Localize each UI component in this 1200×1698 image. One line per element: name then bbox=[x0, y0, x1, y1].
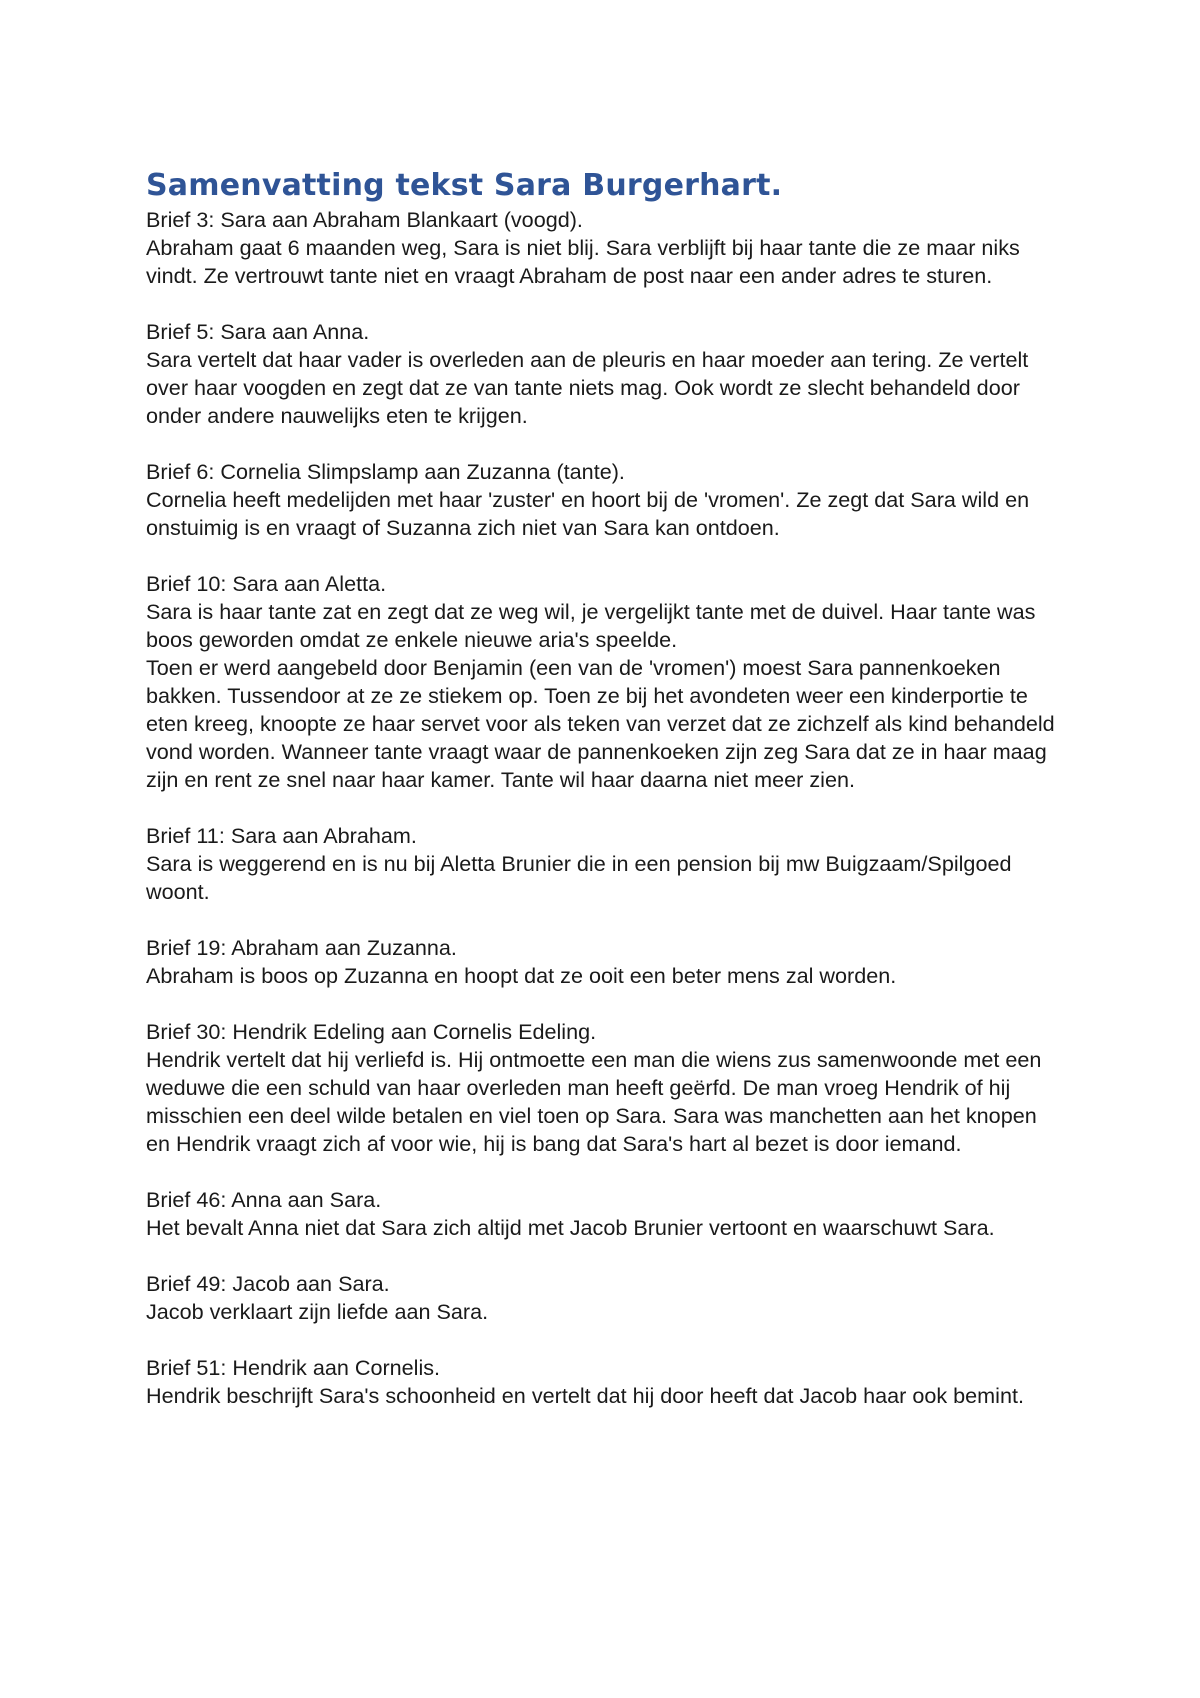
letter-summary: Hendrik beschrijft Sara's schoonheid en vertelt dat hij door heeft dat Jacob haar ook bemint. bbox=[146, 1383, 1024, 1408]
letter-section bbox=[146, 1018, 1066, 1158]
letter-section bbox=[146, 318, 1066, 430]
letter-summary: Cornelia heeft medelijden met haar 'zuster' en hoort bij de 'vromen'. Ze zegt dat Sara wild en onstuimig is en vraagt of Suzanna zich niet van Sara kan ontdoen. bbox=[146, 487, 1030, 540]
letter-section bbox=[146, 822, 1066, 906]
letter-heading: Brief 5: Sara aan Anna. bbox=[146, 319, 370, 344]
letter-summary: Sara is haar tante zat en zegt dat ze weg wil, je vergelijkt tante met de duivel. Haar tante was boos geworden omdat ze enkele nieuwe aria's speelde. bbox=[146, 599, 1036, 652]
letter-heading: Brief 11: Sara aan Abraham. bbox=[146, 823, 417, 848]
letter-heading: Brief 46: Anna aan Sara. bbox=[146, 1187, 382, 1212]
letter-section bbox=[146, 206, 1066, 290]
letter-section bbox=[146, 934, 1066, 990]
letter-summary: Abraham is boos op Zuzanna en hoopt dat ze ooit een beter mens zal worden. bbox=[146, 963, 897, 988]
letter-section bbox=[146, 1270, 1066, 1326]
letter-section bbox=[146, 570, 1066, 794]
letter-section bbox=[146, 1186, 1066, 1242]
letter-summary: Sara is weggerend en is nu bij Aletta Brunier die in een pension bij mw Buigzaam/Spilgoed woont. bbox=[146, 851, 1012, 904]
letter-summary: Het bevalt Anna niet dat Sara zich altijd met Jacob Brunier vertoont en waarschuwt Sara. bbox=[146, 1215, 995, 1240]
letter-heading: Brief 30: Hendrik Edeling aan Cornelis Edeling. bbox=[146, 1019, 597, 1044]
letter-summary: Sara vertelt dat haar vader is overleden aan de pleuris en haar moeder aan tering. Ze vertelt over haar voogden en zegt dat ze van tante niets mag. Ook wordt ze slecht behandeld door onder andere nauwelijks eten te krijgen. bbox=[146, 347, 1029, 428]
letter-heading: Brief 19: Abraham aan Zuzanna. bbox=[146, 935, 457, 960]
letter-heading: Brief 10: Sara aan Aletta. bbox=[146, 571, 387, 596]
letter-heading: Brief 49: Jacob aan Sara. bbox=[146, 1271, 390, 1296]
letter-summary: Abraham gaat 6 maanden weg, Sara is niet blij. Sara verblijft bij haar tante die ze maar niks vindt. Ze vertrouwt tante niet en vraagt Abraham de post naar een ander adres te sturen. bbox=[146, 235, 1020, 288]
letter-summary: Jacob verklaart zijn liefde aan Sara. bbox=[146, 1299, 489, 1324]
letter-section bbox=[146, 458, 1066, 542]
letter-heading: Brief 3: Sara aan Abraham Blankaart (voogd). bbox=[146, 207, 583, 232]
letter-section bbox=[146, 1354, 1066, 1410]
letter-summary: Hendrik vertelt dat hij verliefd is. Hij ontmoette een man die wiens zus samenwoonde met een weduwe die een schuld van haar overleden man heeft geërfd. De man vroeg Hendrik of hij misschien een deel wilde betalen en viel toen op Sara. Sara was manchetten aan het knopen en Hendrik vraagt zich af voor wie, hij is bang dat Sara's hart al bezet is door iemand. bbox=[146, 1047, 1042, 1156]
letter-heading: Brief 51: Hendrik aan Cornelis. bbox=[146, 1355, 441, 1380]
document-title: Samenvatting tekst Sara Burgerhart. bbox=[146, 168, 783, 203]
document-body bbox=[146, 166, 1066, 1438]
letter-summary: Toen er werd aangebeld door Benjamin (een van de 'vromen') moest Sara pannenkoeken bakken. Tussendoor at ze ze stiekem op. Toen ze bij het avondeten weer een kinderportie te eten kreeg, knoopte ze haar servet voor als teken van verzet dat ze zichzelf als kind behandeld vond worden. Wanneer tante vraagt waar de pannenkoeken zijn zeg Sara dat ze in haar maag zijn en rent ze snel naar haar kamer. Tante wil haar daarna niet meer zien. bbox=[146, 655, 1055, 792]
letter-heading: Brief 6: Cornelia Slimpslamp aan Zuzanna (tante). bbox=[146, 459, 625, 484]
